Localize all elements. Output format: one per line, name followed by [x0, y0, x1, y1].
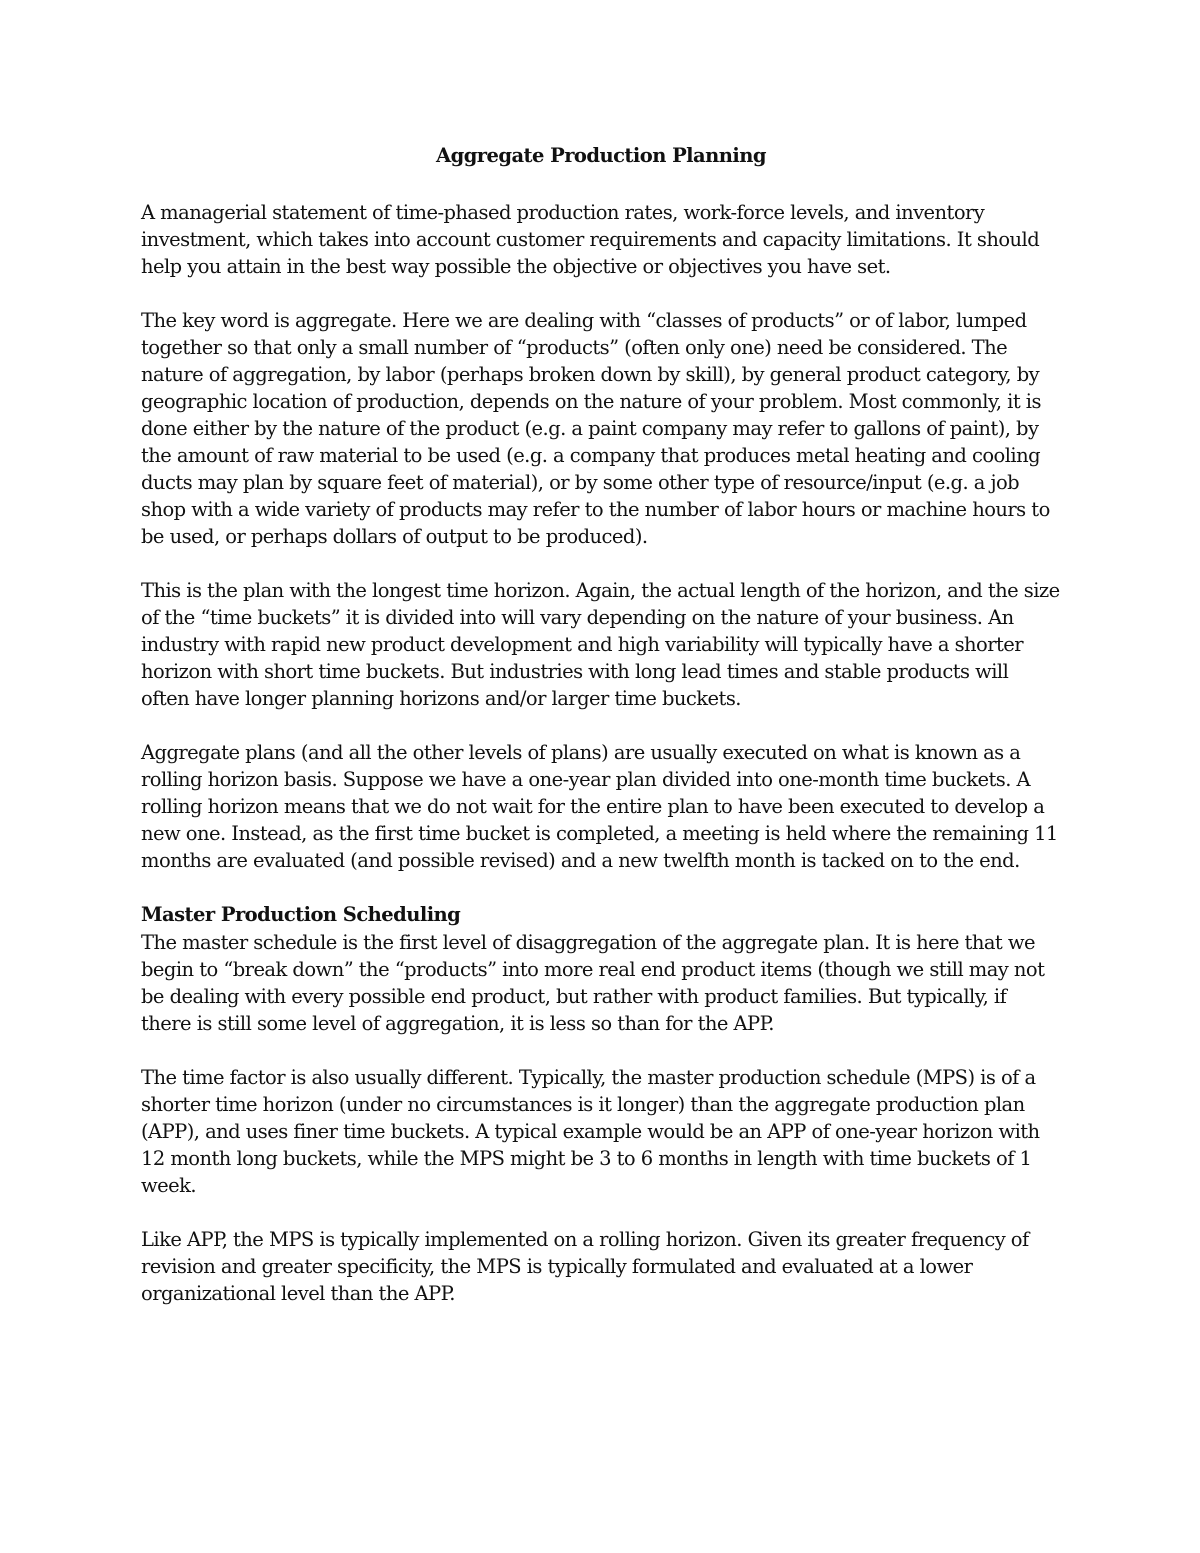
paragraph-aggregation: The key word is aggregate. Here we are dealing with “classes of products” or of labor, lumped together so that only a small number of “products” (often only one) need be considered. The nature of aggregation, by labor (perhaps broken down by skill), by general product category, by geographic location of production, depends on the nature of your problem. Most commonly, it is done either by the nature of the product (e.g. a paint company may refer to gallons of paint), by the amount of raw material to be used (e.g. a company that produces metal heating and cooling ducts may plan by square feet of material), or by some other type of resource/input (e.g. a job shop with a wide variety of products may refer to the number of labor hours or machine hours to be used, or perhaps dollars of output to be produced).: [141, 309, 1050, 548]
paragraph-time-horizon: This is the plan with the longest time horizon. Again, the actual length of the horizon, and the size of the “time buckets” it is divided into will vary depending on the nature of your business. An industry with rapid new product development and high variability will typically have a shorter horizon with short time buckets. But industries with long lead times and stable products will often have longer planning horizons and/or larger time buckets.: [141, 579, 1060, 710]
paragraph-definition: A managerial statement of time-phased production rates, work-force levels, and inventory investment, which takes into account customer requirements and capacity limitations. It should help you attain in the best way possible the objective or objectives you have set.: [141, 201, 1040, 278]
paragraph-mps-time-factor: The time factor is also usually different. Typically, the master production schedule (MPS) is of a shorter time horizon (under no circumstances is it longer) than the aggregate production plan (APP), and uses finer time buckets. A typical example would be an APP of one-year horizon with 12 month long buckets, while the MPS might be 3 to 6 months in length with time buckets of 1 week.: [141, 1066, 1040, 1197]
document-title: Aggregate Production Planning: [436, 144, 766, 167]
document-page: [141, 140, 1061, 1334]
section-heading-mps: Master Production Scheduling: [141, 903, 461, 926]
paragraph-mps-rolling: Like APP, the MPS is typically implemented on a rolling horizon. Given its greater frequency of revision and greater specificity, the MPS is typically formulated and evaluated at a lower organizational level than the APP.: [141, 1228, 1029, 1305]
paragraph-rolling-horizon: Aggregate plans (and all the other levels of plans) are usually executed on what is known as a rolling horizon basis. Suppose we have a one-year plan divided into one-month time buckets. A rolling horizon means that we do not wait for the entire plan to have been executed to develop a new one. Instead, as the first time bucket is completed, a meeting is held where the remaining 11 months are evaluated (and possible revised) and a new twelfth month is tacked on to the end.: [141, 741, 1058, 872]
paragraph-mps-disaggregation: The master schedule is the first level of disaggregation of the aggregate plan. It is here that we begin to “break down” the “products” into more real end product items (though we still may not be dealing with every possible end product, but rather with product families. But typically, if there is still some level of aggregation, it is less so than for the APP.: [141, 931, 1045, 1035]
